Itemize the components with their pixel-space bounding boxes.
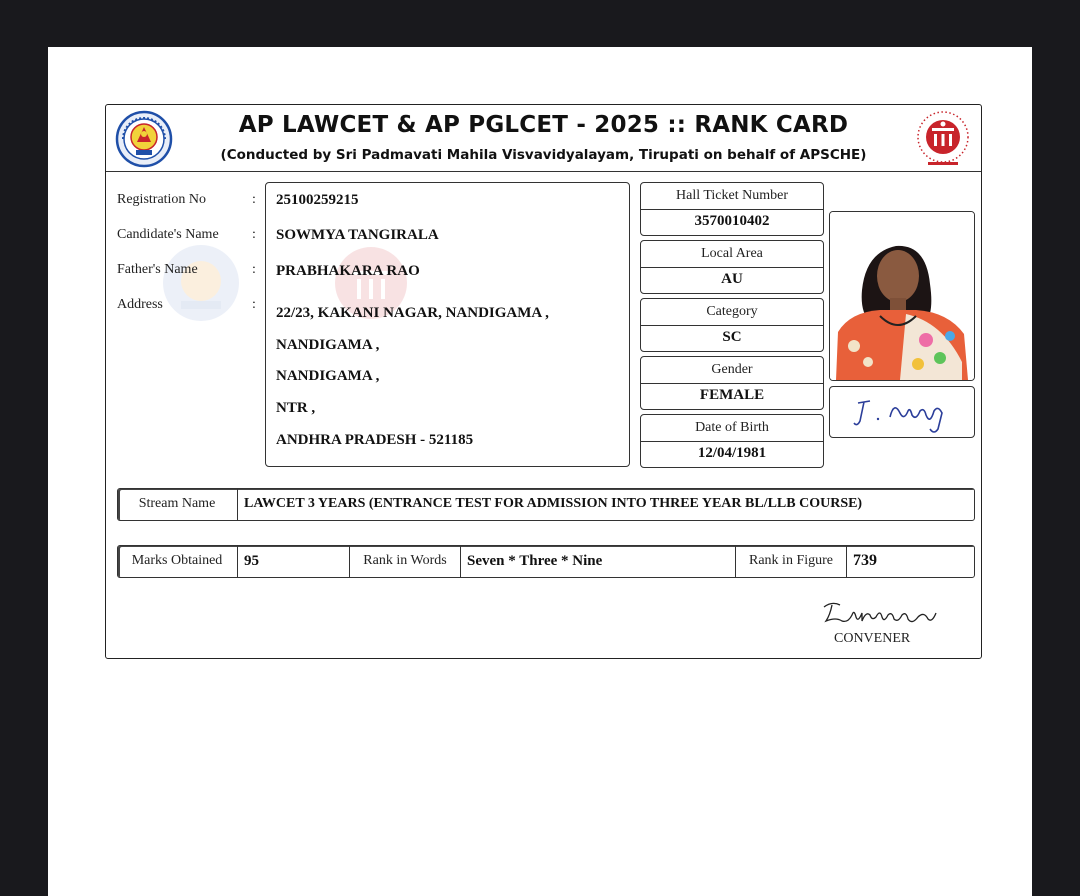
watermark-seal-icon (161, 243, 241, 323)
marks-value: 95 (244, 553, 259, 569)
convener-signature-icon (818, 597, 948, 631)
rank-words-value: Seven * Three * Nine (467, 553, 603, 569)
hall-ticket-box (640, 182, 824, 236)
box-divider (641, 441, 823, 442)
cell-divider (237, 489, 238, 520)
category-value: SC (722, 329, 742, 345)
gender-value: FEMALE (699, 387, 765, 403)
stream-label: Stream Name (138, 496, 216, 511)
candidate-photo (829, 211, 975, 381)
hall-ticket-number: 3570010402 (694, 213, 770, 229)
local-area-value: AU (721, 271, 743, 287)
gender-label: Gender (711, 362, 753, 377)
convener-label: CONVENER (834, 631, 911, 646)
colon: : (252, 192, 256, 207)
cell-divider (846, 546, 847, 577)
father-name: PRABHAKARA RAO (276, 263, 420, 279)
gender-box (640, 356, 824, 410)
colon: : (252, 262, 256, 277)
candidate-name-label: Candidate's Name (117, 227, 219, 242)
cell-divider (237, 546, 238, 577)
rank-figure-value: 739 (853, 552, 877, 569)
stream-row (117, 488, 975, 521)
marks-label: Marks Obtained (131, 553, 223, 568)
colon: : (252, 227, 256, 242)
stream-value: LAWCET 3 YEARS (ENTRANCE TEST FOR ADMISSION INTO THREE YEAR BL/LLB COURSE) (244, 496, 863, 511)
box-divider (641, 209, 823, 210)
address-line-1: 22/23, KAKANI NAGAR, NANDIGAMA , (276, 305, 549, 321)
rank-card (105, 104, 982, 659)
colon: : (252, 297, 256, 312)
dob-value: 12/04/1981 (697, 445, 767, 461)
hall-ticket-label: Hall Ticket Number (676, 188, 788, 203)
category-box (640, 298, 824, 352)
local-area-box (640, 240, 824, 294)
candidate-signature-icon (830, 387, 974, 437)
candidate-name: SOWMYA TANGIRALA (276, 227, 439, 243)
candidate-signature-box (829, 386, 975, 438)
box-divider (641, 267, 823, 268)
father-name-label: Father's Name (117, 262, 198, 277)
address-line-5: ANDHRA PRADESH - 521185 (276, 432, 474, 448)
dob-box (640, 414, 824, 468)
registration-label: Registration No (117, 192, 207, 207)
address-line-3: NANDIGAMA , (276, 368, 380, 384)
category-label: Category (706, 304, 758, 319)
header-divider (106, 171, 981, 172)
rank-words-label: Rank in Words (363, 553, 447, 568)
page-title: AP LAWCET & AP PGLCET - 2025 :: RANK CARD (238, 112, 849, 138)
dob-label: Date of Birth (695, 420, 769, 435)
address-line-4: NTR , (276, 400, 316, 416)
local-area-label: Local Area (701, 246, 763, 261)
registration-number: 25100259215 (276, 192, 359, 208)
address-label: Address (117, 297, 163, 312)
cell-divider (460, 546, 461, 577)
page-subtitle: (Conducted by Sri Padmavati Mahila Visvavidyalayam, Tirupati on behalf of APSCHE) (220, 147, 867, 163)
apsche-logo-icon (914, 110, 972, 170)
box-divider (641, 325, 823, 326)
rank-figure-label: Rank in Figure (749, 553, 833, 568)
results-row (117, 545, 975, 578)
box-divider (641, 383, 823, 384)
address-line-2: NANDIGAMA , (276, 337, 380, 353)
candidate-details-box (265, 182, 630, 467)
